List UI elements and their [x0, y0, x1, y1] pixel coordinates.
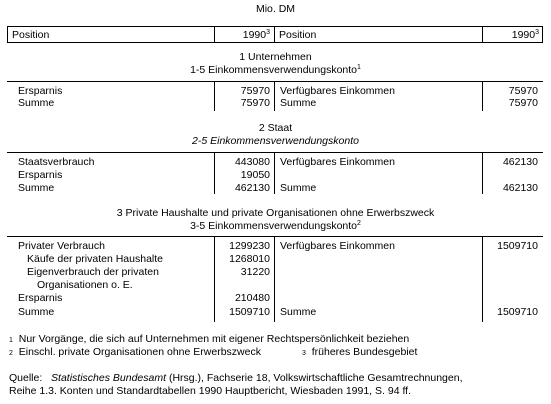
s3-left-label-5: Ersparnis: [18, 292, 63, 304]
s1-right-value-1: 75970: [508, 85, 538, 97]
header-left-edge: [7, 26, 8, 43]
s1-left-value-1: 75970: [240, 85, 270, 97]
header-top-rule: [7, 26, 543, 27]
s3-left-value-1: 1299230: [229, 240, 270, 252]
section-2-rule: [7, 152, 543, 153]
s1-left-label-2: Summe: [18, 97, 55, 109]
section-3-col-divider-2: [274, 236, 275, 322]
header-right-edge: [542, 26, 543, 43]
section-3-rule: [7, 236, 543, 237]
source-line-1: Quelle: Statistisches Bundesamt (Hrsg.), Fachserie 18, Volkswirtschaftliche Gesamtrechnungen,: [9, 372, 463, 384]
s3-left-label-1: Privater Verbrauch: [18, 240, 105, 252]
s2-left-label-1: Staatsverbrauch: [18, 156, 95, 168]
header-year-right: 1990$^3$: [511, 29, 539, 41]
section-3-subtitle: 3-5 Einkommensverwendungskonto$^2$: [190, 220, 361, 232]
s3-right-value-2: 1509710: [497, 306, 538, 318]
s1-right-label-2: Summe: [280, 97, 317, 109]
s2-left-value-3: 462130: [234, 182, 270, 194]
section-2-subtitle: 2-5 Einkommensverwendungskonto: [192, 135, 359, 147]
s2-left-label-3: Summe: [18, 182, 55, 194]
s1-right-value-2: 75970: [508, 97, 538, 109]
header-divider-2: [274, 26, 275, 43]
section-1-rule: [7, 81, 543, 82]
header-bottom-rule: [7, 42, 543, 43]
section-1-subtitle: 1-5 Einkommensverwendungskonto$^1$: [190, 64, 361, 76]
s1-left-value-2: 75970: [240, 97, 270, 109]
section-2-col-divider-2: [274, 152, 275, 194]
header-position-right: Position: [279, 29, 317, 41]
s3-right-value-1: 1509710: [497, 240, 538, 252]
s1-right-label-1: Verfügbares Einkommen: [280, 85, 395, 97]
s2-right-value-1: 462130: [502, 156, 538, 168]
s3-left-label-3: Eigenverbrauch der privaten: [27, 266, 159, 278]
source-line-2: Reihe 1.3. Konten und Standardtabellen 1990 Hauptbericht, Wiesbaden 1991, S. 94 ff.: [9, 385, 412, 397]
section-2-title: 2 Staat: [258, 122, 293, 134]
s3-left-label-6: Summe: [18, 306, 55, 318]
section-1-col-divider-2: [274, 81, 275, 111]
s1-left-label-1: Ersparnis: [18, 85, 63, 97]
s3-left-value-5: 210480: [234, 292, 270, 304]
header-year-left: 1990$^3$: [242, 29, 270, 41]
s3-right-label-1: Verfügbares Einkommen: [280, 240, 395, 252]
s2-left-value-2: 19050: [240, 169, 270, 181]
s2-right-label-2: Summe: [280, 182, 317, 194]
section-3-title: 3 Private Haushalte und private Organisationen ohne Erwerbszweck: [116, 207, 435, 219]
s3-left-value-6: 1509710: [229, 306, 270, 318]
footnote-3: 3 früheres Bundesgebiet: [302, 346, 418, 358]
s3-right-label-2: Summe: [280, 306, 317, 318]
s2-left-label-2: Ersparnis: [18, 169, 63, 181]
footnote-2: 2 Einschl. private Organisationen ohne Erwerbszweck: [9, 346, 261, 358]
footnote-1: 1 Nur Vorgänge, die sich auf Unternehmen mit eigener Rechtspersönlichkeit beziehen: [9, 333, 410, 345]
s3-left-value-3: 31220: [240, 266, 270, 278]
s3-left-label-2: Käufe der privaten Haushalte: [27, 253, 164, 265]
s2-left-value-1: 443080: [234, 156, 270, 168]
s2-right-value-2: 462130: [502, 182, 538, 194]
s3-left-label-4: Organisationen o. E.: [37, 279, 133, 291]
unit-label: Mio. DM: [255, 3, 296, 15]
s3-left-value-2: 1268010: [229, 253, 270, 265]
section-1-title: 1 Unternehmen: [239, 51, 312, 63]
header-position-left: Position: [12, 29, 50, 41]
s2-right-label-1: Verfügbares Einkommen: [280, 156, 395, 168]
